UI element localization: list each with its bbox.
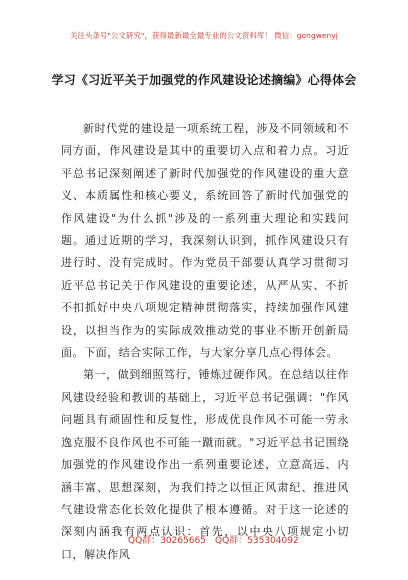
- footer-qq-group-1: QQ群：30265665: [128, 536, 206, 546]
- header-banner: 关注头条号"公文研究"，获得最新最全最专业的公文资料库！ 微信：gongwenyj: [70, 31, 338, 40]
- footer-qq-group-2: QQ群：535304092: [215, 536, 299, 546]
- paragraph-intro: 新时代党的建设是一项系统工程，涉及不同领域和不同方面，作风建设是其中的重要切入点和着力点。习近平总书记深刻阐述了新时代加强党的作风建设的重大意义、本质属性和核心要义，系统回答了新时代加强党的作风建设"为什么抓"涉及的一系列重大理论和实践问题。通过近期的学习，我深刻认识到，抓作风建设只有进行时、没有完成时。作为党员干部要认真学习贯彻习近平总书记关于作风建设的重要论述，从严从实、不折不扣抓好中央八项规定精神贯彻落实，持续加强作风建设，以担当作为的实际成效推动党的事业不断开创新局面。下面，结合实际工作，与大家分享几点心得体会。: [61, 122, 349, 360]
- document-title: 学习《习近平关于加强党的作风建设论述摘编》心得体会: [51, 73, 357, 87]
- document-body: [61, 118, 349, 566]
- paragraph-first-point: 第一，做到细照笃行，锤炼过硬作风。在总结以往作风建设经验和教训的基础上，习近平总书记强调："作风问题具有顽固性和反复性，形成优良作风不可能一劳永逸克服不良作风也不可能一蹴而就。"习近平总书记围绕加强党的作风建设作出一系列重要论述，立意高远、内涵丰富、思想深刻，为我们持之以恒正风肃纪、推进风气建设常态化长效化提供了根本遵循。对于这一论述的深刻内涵我有两点认识：首先，以中央八项规定小切口，解决作风: [61, 368, 349, 561]
